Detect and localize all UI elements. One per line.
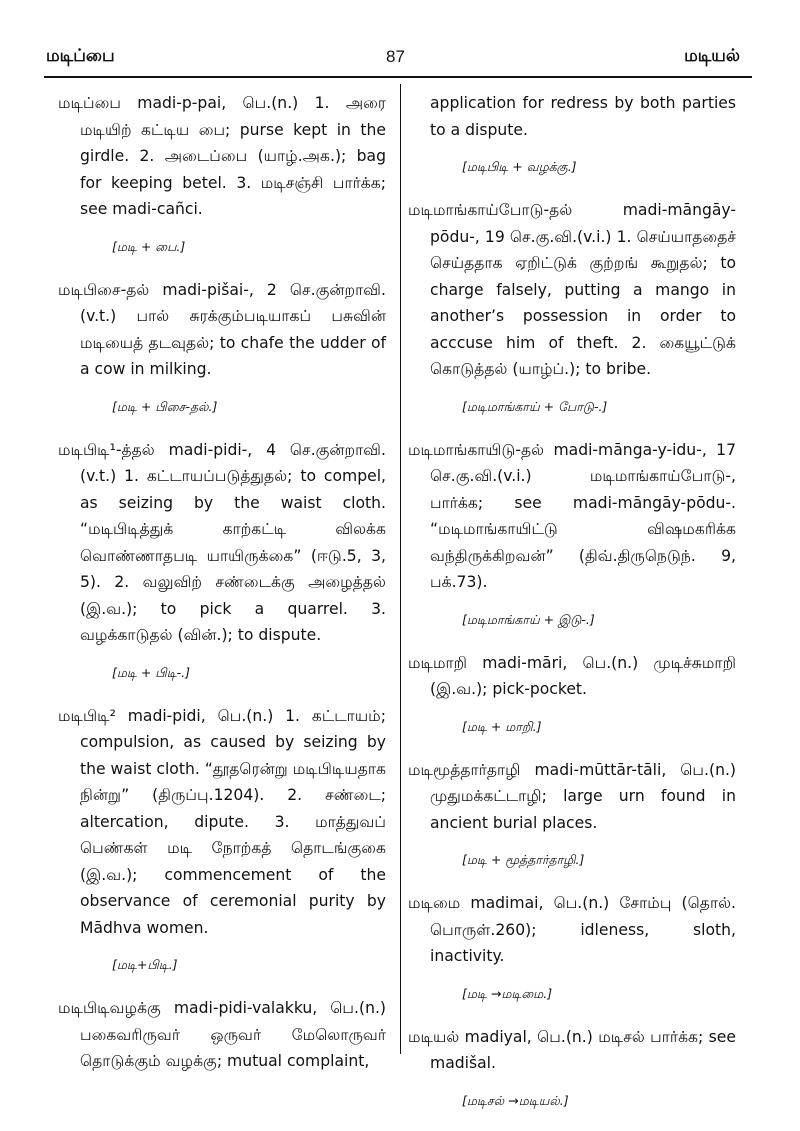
entry-continuation: application for redress by both parties to a dispute. — [430, 94, 736, 139]
etymology-note: [மடி + பிடி-.] — [112, 664, 191, 680]
etymology-note: [மடி + பை.] — [112, 238, 186, 254]
etymology-note: [மடிபிடி + வழக்கு.] — [462, 159, 577, 174]
entry-madi-mangay-podu: மடிமாங்காய்போடு-தல் madi-māngāy-pōdu-, 19 செ.கு.வி.(v.i.) 1. செய்யாததைச் செய்ததாக ஏறிட்டுக் குற்றங் கூறுதல்; to charge falsely, putting a mango in another’s possession in order to acccuse him of theft. 2. கையூட்டுக் கொடுத்தல் (யாழ்ப்.); to bribe. — [408, 201, 736, 378]
left-column — [58, 90, 386, 1085]
entry-madi-pidi-1: மடிபிடி¹-த்தல் madi-pidi-, 4 செ.குன்றாவி. (v.t.) 1. கட்டாயப்படுத்துதல்; to compel, as seizing by the waist cloth. “மடிபிடித்துக் காற்கட்டி விலக்க வொண்ணாதபடி யாயிருக்கை” (ஈடு.5, 3, 5). 2. வலுவிற் சண்டைக்கு அழைத்தல் (இ.வ.); to pick a quarrel. 3. வழக்காடுதல் (வின்.); to dispute. — [58, 440, 386, 644]
page-number: 87 — [386, 47, 405, 66]
etymology-note: [மடி + மூத்தார்தாழி.] — [462, 852, 585, 867]
etymology-note: [மடி + பிசை-தல்.] — [112, 398, 218, 414]
entry-madi-muttar-tali: மடிமூத்தார்தாழி madi-mūttār-tāli, பெ.(n.) முதுமக்கட்டாழி; large urn found in ancient burial places. — [408, 760, 736, 832]
etymology-note: [மடிமாங்காய் + போடு-.] — [462, 398, 608, 414]
etymology-note: [மடி+பிடி.] — [112, 957, 178, 972]
entry-madi-pisai: மடிபிசை-தல் madi-pišai-, 2 செ.குன்றாவி. (v.t.) பால் சுரக்கும்படியாகப் பசுவின் மடியைத் தடவுதல்; to chafe the udder of a cow in milking. — [58, 280, 386, 378]
entry-madi-mari: மடிமாறி madi-māri, பெ.(n.) முடிச்சுமாறி (இ.வ.); pick-pocket. — [408, 653, 736, 698]
entry-madi-pidi-2: மடிபிடி² madi-pidi, பெ.(n.) 1. கட்டாயம்; compulsion, as caused by seizing by the waist cloth. “தூதரென்று மடிபிடியதாக நின்று” (திருப்பு.1204). 2. சண்டை; altercation, dipute. 3. மாத்துவப் பெண்கள் மடி நோற்கத் தொடங்குகை (இ.வ.); commencement of the observance of ceremonial purity by Mādhva women. — [58, 706, 386, 937]
entry-madi-p-pai: மடிப்பை madi-p-pai, பெ.(n.) 1. அரை மடியிற் கட்டிய பை; purse kept in the girdle. 2. அடைப்பை (யாழ்.அக.); bag for keeping betel. 3. மடிசஞ்சி பார்க்க; see madi-cañci. — [58, 94, 386, 218]
entry-madi-manga-y-idu: மடிமாங்காயிடு-தல் madi-mānga-y-idu-, 17 செ.கு.வி.(v.i.) மடிமாங்காய்போடு-, பார்க்க; see madi-māngāy-pōdu-. “மடிமாங்காயிட்டு விஷமகரிக்க வந்திருக்கிறவன்” (திவ்.திருநெடுந். 9, பக்.73). — [408, 440, 736, 591]
etymology-note: [மடி →மடிமை.] — [462, 985, 553, 1001]
etymology-note: [மடி + மாறி.] — [462, 718, 542, 734]
etymology-note: [மடிசல் →மடியல்.] — [462, 1092, 569, 1108]
right-column — [408, 90, 736, 1131]
entry-madiyal: மடியல் madiyal, பெ.(n.) மடிசல் பார்க்க; see madišal. — [408, 1027, 736, 1072]
header-rule — [44, 76, 752, 78]
etymology-note: [மடிமாங்காய் + இடு-.] — [462, 611, 595, 627]
header-right-guide-word: மடியல் — [684, 46, 740, 66]
entry-madimai: மடிமை madimai, பெ.(n.) சோம்பு (தொல். பொருள்.260); idleness, sloth, inactivity. — [408, 894, 736, 965]
entry-madi-pidi-valakku: மடிபிடிவழக்கு madi-pidi-valakku, பெ.(n.) பகைவரிருவர் ஒருவர் மேலொருவர் தொடுக்கும் வழக்கு; mutual complaint, — [58, 999, 386, 1070]
header-left-guide-word: மடிப்பை — [46, 46, 115, 66]
column-divider — [400, 84, 401, 1054]
